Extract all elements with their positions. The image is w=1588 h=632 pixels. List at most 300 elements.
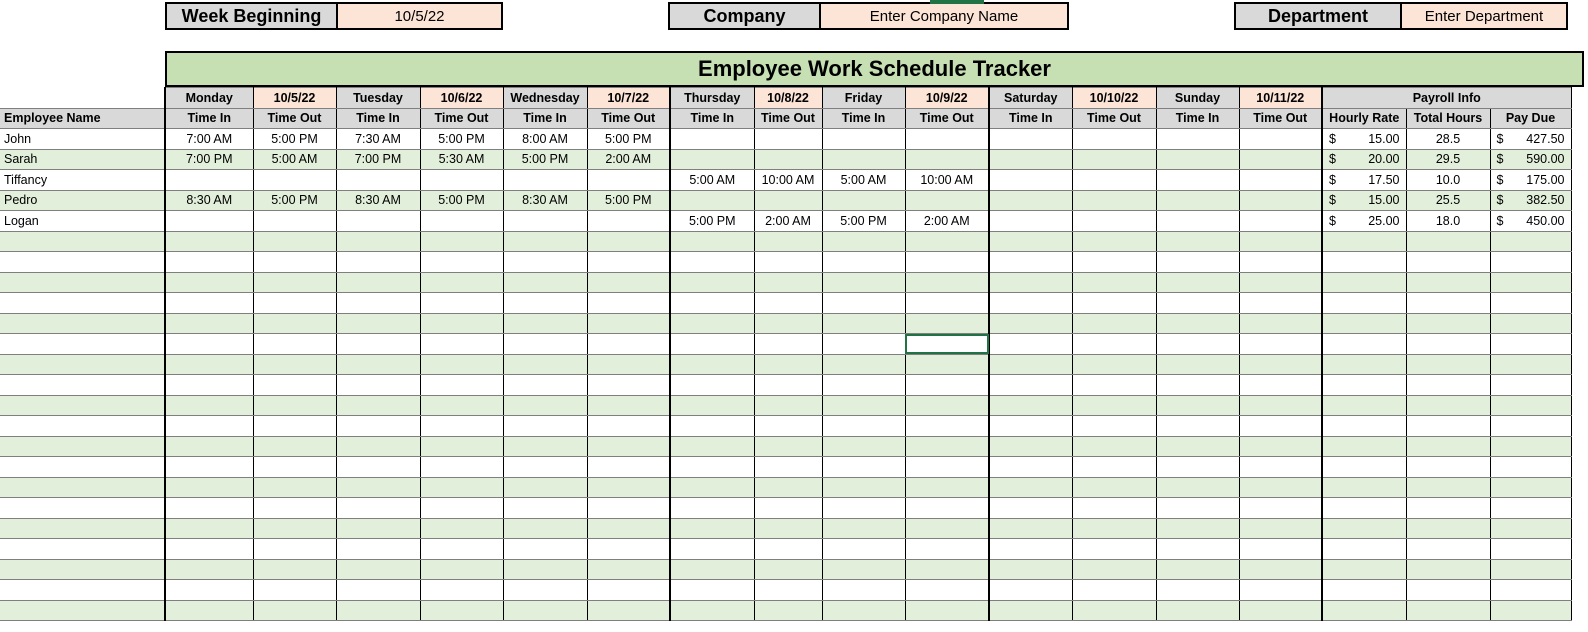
time-out-cell[interactable] — [1239, 600, 1322, 621]
time-in-cell[interactable] — [165, 231, 253, 252]
time-in-cell[interactable] — [822, 498, 905, 519]
pay-due-cell[interactable] — [1490, 354, 1571, 375]
time-out-cell[interactable] — [420, 293, 503, 314]
time-out-cell[interactable] — [253, 375, 336, 396]
time-in-cell[interactable] — [670, 149, 754, 170]
time-in-cell[interactable] — [165, 272, 253, 293]
time-in-cell[interactable] — [165, 559, 253, 580]
time-in-cell[interactable] — [822, 395, 905, 416]
time-out-cell[interactable] — [1072, 580, 1156, 601]
employee-name-cell[interactable]: John — [0, 129, 165, 150]
time-in-cell[interactable] — [670, 293, 754, 314]
time-out-cell[interactable] — [587, 580, 670, 601]
time-out-cell[interactable] — [420, 354, 503, 375]
time-in-cell[interactable] — [1156, 518, 1239, 539]
time-in-cell[interactable] — [670, 600, 754, 621]
time-out-cell[interactable] — [1072, 375, 1156, 396]
time-out-cell[interactable] — [1072, 395, 1156, 416]
time-in-cell[interactable] — [503, 395, 587, 416]
time-out-cell[interactable]: 10:00 AM — [754, 170, 822, 191]
time-out-cell[interactable] — [905, 129, 989, 150]
time-out-cell[interactable] — [587, 436, 670, 457]
pay-due-cell[interactable] — [1490, 293, 1571, 314]
time-in-cell[interactable] — [670, 539, 754, 560]
time-in-cell[interactable] — [165, 334, 253, 355]
hourly-rate-cell[interactable] — [1322, 334, 1406, 355]
pay-due-cell[interactable] — [1490, 252, 1571, 273]
time-out-cell[interactable] — [754, 600, 822, 621]
time-out-cell[interactable] — [1239, 518, 1322, 539]
time-in-cell[interactable] — [822, 457, 905, 478]
time-in-cell[interactable] — [989, 272, 1072, 293]
time-in-cell[interactable] — [670, 313, 754, 334]
time-out-cell[interactable] — [587, 272, 670, 293]
total-hours-cell[interactable] — [1406, 580, 1490, 601]
time-in-cell[interactable]: 7:00 PM — [336, 149, 420, 170]
total-hours-cell[interactable] — [1406, 436, 1490, 457]
pay-due-cell[interactable] — [1490, 149, 1571, 170]
total-hours-cell[interactable] — [1406, 395, 1490, 416]
time-in-cell[interactable] — [822, 313, 905, 334]
time-in-cell[interactable]: 7:00 PM — [165, 149, 253, 170]
pay-due-cell[interactable] — [1490, 334, 1571, 355]
time-in-cell[interactable] — [822, 375, 905, 396]
time-out-cell[interactable] — [587, 170, 670, 191]
time-in-cell[interactable] — [822, 149, 905, 170]
time-in-cell[interactable] — [989, 149, 1072, 170]
time-out-cell[interactable] — [587, 293, 670, 314]
hourly-rate-cell[interactable] — [1322, 539, 1406, 560]
time-out-cell[interactable] — [253, 231, 336, 252]
time-in-cell[interactable] — [336, 600, 420, 621]
hourly-rate-cell[interactable] — [1322, 580, 1406, 601]
time-in-cell[interactable] — [1156, 498, 1239, 519]
time-out-cell[interactable] — [1072, 293, 1156, 314]
time-out-cell[interactable] — [253, 334, 336, 355]
time-in-cell[interactable] — [822, 559, 905, 580]
time-out-cell[interactable] — [1239, 334, 1322, 355]
time-in-cell[interactable] — [989, 395, 1072, 416]
total-hours-cell[interactable]: 29.5 — [1406, 149, 1490, 170]
time-in-cell[interactable] — [336, 170, 420, 191]
time-out-cell[interactable] — [1072, 272, 1156, 293]
time-out-cell[interactable] — [587, 416, 670, 437]
time-out-cell[interactable]: 5:00 PM — [587, 129, 670, 150]
pay-due-cell[interactable] — [1490, 518, 1571, 539]
time-in-cell[interactable] — [336, 272, 420, 293]
time-in-cell[interactable] — [989, 231, 1072, 252]
time-out-cell[interactable] — [1072, 190, 1156, 211]
time-out-cell[interactable] — [754, 375, 822, 396]
time-out-cell[interactable] — [905, 395, 989, 416]
time-out-cell[interactable] — [1239, 190, 1322, 211]
time-in-cell[interactable] — [989, 129, 1072, 150]
time-in-cell[interactable] — [336, 354, 420, 375]
time-in-cell[interactable] — [670, 498, 754, 519]
time-out-cell[interactable] — [1072, 211, 1156, 232]
time-in-cell[interactable] — [1156, 375, 1239, 396]
total-hours-cell[interactable] — [1406, 293, 1490, 314]
time-in-cell[interactable] — [1156, 129, 1239, 150]
time-out-cell[interactable] — [1239, 293, 1322, 314]
time-in-cell[interactable] — [1156, 313, 1239, 334]
time-in-cell[interactable] — [336, 395, 420, 416]
time-in-cell[interactable] — [989, 211, 1072, 232]
time-out-cell[interactable] — [1239, 580, 1322, 601]
time-out-cell[interactable] — [1072, 416, 1156, 437]
total-hours-cell[interactable] — [1406, 518, 1490, 539]
time-in-cell[interactable] — [503, 457, 587, 478]
time-in-cell[interactable] — [822, 129, 905, 150]
time-out-cell[interactable] — [420, 518, 503, 539]
time-out-cell[interactable] — [1072, 252, 1156, 273]
time-out-cell[interactable] — [420, 272, 503, 293]
time-in-cell[interactable] — [165, 498, 253, 519]
time-in-cell[interactable] — [336, 416, 420, 437]
total-hours-cell[interactable] — [1406, 375, 1490, 396]
time-in-cell[interactable]: 8:00 AM — [503, 129, 587, 150]
time-out-cell[interactable] — [754, 457, 822, 478]
time-out-cell[interactable] — [1072, 477, 1156, 498]
time-in-cell[interactable] — [165, 600, 253, 621]
employee-name-cell[interactable] — [0, 395, 165, 416]
time-in-cell[interactable] — [822, 436, 905, 457]
total-hours-cell[interactable]: 25.5 — [1406, 190, 1490, 211]
time-out-cell[interactable] — [420, 416, 503, 437]
time-out-cell[interactable] — [253, 313, 336, 334]
total-hours-cell[interactable] — [1406, 559, 1490, 580]
total-hours-cell[interactable] — [1406, 354, 1490, 375]
department-value[interactable]: Enter Department — [1402, 2, 1568, 30]
time-in-cell[interactable] — [670, 129, 754, 150]
time-out-cell[interactable] — [905, 354, 989, 375]
time-out-cell[interactable] — [420, 334, 503, 355]
time-out-cell[interactable] — [253, 477, 336, 498]
time-out-cell[interactable] — [1239, 272, 1322, 293]
pay-due-cell[interactable] — [1490, 477, 1571, 498]
time-in-cell[interactable] — [1156, 457, 1239, 478]
pay-due-cell[interactable] — [1490, 272, 1571, 293]
time-in-cell[interactable] — [503, 600, 587, 621]
time-out-cell[interactable] — [754, 498, 822, 519]
time-out-cell[interactable] — [587, 498, 670, 519]
employee-name-cell[interactable] — [0, 539, 165, 560]
employee-name-cell[interactable] — [0, 559, 165, 580]
time-out-cell[interactable] — [587, 354, 670, 375]
time-out-cell[interactable]: 5:30 AM — [420, 149, 503, 170]
time-in-cell[interactable] — [822, 272, 905, 293]
time-in-cell[interactable] — [336, 293, 420, 314]
time-out-cell[interactable] — [587, 518, 670, 539]
time-in-cell[interactable] — [503, 436, 587, 457]
pay-due-cell[interactable] — [1490, 539, 1571, 560]
time-out-cell[interactable]: 2:00 AM — [905, 211, 989, 232]
time-in-cell[interactable] — [822, 190, 905, 211]
pay-due-cell[interactable] — [1490, 457, 1571, 478]
time-out-cell[interactable] — [253, 580, 336, 601]
time-out-cell[interactable] — [1239, 149, 1322, 170]
time-out-cell[interactable]: 5:00 PM — [253, 190, 336, 211]
time-in-cell[interactable] — [336, 477, 420, 498]
time-in-cell[interactable] — [336, 559, 420, 580]
time-in-cell[interactable] — [670, 395, 754, 416]
total-hours-cell[interactable] — [1406, 457, 1490, 478]
time-in-cell[interactable] — [503, 272, 587, 293]
time-out-cell[interactable] — [1239, 354, 1322, 375]
time-out-cell[interactable] — [587, 334, 670, 355]
employee-name-cell[interactable] — [0, 518, 165, 539]
employee-name-cell[interactable] — [0, 498, 165, 519]
time-out-cell[interactable] — [1239, 498, 1322, 519]
time-out-cell[interactable] — [905, 580, 989, 601]
time-in-cell[interactable] — [989, 457, 1072, 478]
employee-name-cell[interactable] — [0, 231, 165, 252]
time-in-cell[interactable] — [503, 354, 587, 375]
time-out-cell[interactable] — [253, 293, 336, 314]
time-out-cell[interactable] — [420, 477, 503, 498]
employee-name-cell[interactable] — [0, 600, 165, 621]
time-out-cell[interactable] — [1239, 457, 1322, 478]
time-in-cell[interactable] — [822, 293, 905, 314]
total-hours-cell[interactable] — [1406, 231, 1490, 252]
time-in-cell[interactable] — [165, 457, 253, 478]
time-in-cell[interactable] — [1156, 211, 1239, 232]
employee-name-cell[interactable] — [0, 375, 165, 396]
time-out-cell[interactable] — [754, 477, 822, 498]
time-out-cell[interactable] — [905, 231, 989, 252]
hourly-rate-cell[interactable] — [1322, 211, 1406, 232]
pay-due-cell[interactable] — [1490, 231, 1571, 252]
time-in-cell[interactable]: 5:00 AM — [670, 170, 754, 191]
time-in-cell[interactable] — [165, 477, 253, 498]
time-in-cell[interactable] — [670, 375, 754, 396]
time-out-cell[interactable]: 2:00 AM — [587, 149, 670, 170]
time-in-cell[interactable] — [822, 477, 905, 498]
hourly-rate-cell[interactable] — [1322, 436, 1406, 457]
time-out-cell[interactable] — [905, 313, 989, 334]
time-out-cell[interactable]: 5:00 PM — [587, 190, 670, 211]
time-in-cell[interactable] — [336, 457, 420, 478]
time-out-cell[interactable] — [253, 211, 336, 232]
time-out-cell[interactable] — [1072, 149, 1156, 170]
time-out-cell[interactable]: 5:00 PM — [253, 129, 336, 150]
time-in-cell[interactable] — [1156, 580, 1239, 601]
hourly-rate-cell[interactable] — [1322, 149, 1406, 170]
time-in-cell[interactable] — [822, 416, 905, 437]
time-out-cell[interactable] — [420, 395, 503, 416]
time-in-cell[interactable] — [165, 580, 253, 601]
time-out-cell[interactable] — [1072, 518, 1156, 539]
time-in-cell[interactable] — [336, 518, 420, 539]
time-out-cell[interactable] — [905, 190, 989, 211]
time-out-cell[interactable] — [1072, 354, 1156, 375]
pay-due-cell[interactable] — [1490, 129, 1571, 150]
time-out-cell[interactable] — [754, 436, 822, 457]
pay-due-cell[interactable] — [1490, 190, 1571, 211]
total-hours-cell[interactable] — [1406, 416, 1490, 437]
time-out-cell[interactable] — [905, 436, 989, 457]
time-in-cell[interactable] — [336, 211, 420, 232]
time-in-cell[interactable]: 7:30 AM — [336, 129, 420, 150]
time-out-cell[interactable] — [253, 416, 336, 437]
time-out-cell[interactable] — [1072, 334, 1156, 355]
time-out-cell[interactable] — [587, 252, 670, 273]
pay-due-cell[interactable] — [1490, 313, 1571, 334]
time-in-cell[interactable]: 8:30 AM — [165, 190, 253, 211]
time-in-cell[interactable] — [822, 518, 905, 539]
time-in-cell[interactable] — [1156, 272, 1239, 293]
time-out-cell[interactable] — [905, 293, 989, 314]
time-out-cell[interactable] — [1239, 539, 1322, 560]
time-in-cell[interactable] — [336, 231, 420, 252]
day-date-friday[interactable]: 10/9/22 — [905, 88, 989, 109]
time-in-cell[interactable] — [503, 477, 587, 498]
time-out-cell[interactable] — [253, 559, 336, 580]
hourly-rate-cell[interactable] — [1322, 559, 1406, 580]
total-hours-cell[interactable] — [1406, 600, 1490, 621]
hourly-rate-cell[interactable] — [1322, 375, 1406, 396]
time-out-cell[interactable] — [905, 272, 989, 293]
time-out-cell[interactable] — [420, 211, 503, 232]
time-out-cell[interactable] — [754, 354, 822, 375]
time-in-cell[interactable] — [1156, 231, 1239, 252]
time-out-cell[interactable] — [754, 129, 822, 150]
day-date-thursday[interactable]: 10/8/22 — [754, 88, 822, 109]
time-out-cell[interactable] — [1239, 211, 1322, 232]
time-out-cell[interactable] — [754, 334, 822, 355]
time-in-cell[interactable] — [670, 457, 754, 478]
time-in-cell[interactable] — [989, 518, 1072, 539]
time-out-cell[interactable] — [420, 375, 503, 396]
hourly-rate-cell[interactable] — [1322, 170, 1406, 191]
total-hours-cell[interactable]: 10.0 — [1406, 170, 1490, 191]
time-out-cell[interactable] — [754, 252, 822, 273]
time-in-cell[interactable]: 7:00 AM — [165, 129, 253, 150]
time-out-cell[interactable] — [587, 539, 670, 560]
time-out-cell[interactable] — [420, 457, 503, 478]
time-out-cell[interactable] — [253, 395, 336, 416]
time-in-cell[interactable] — [989, 539, 1072, 560]
time-out-cell[interactable]: 2:00 AM — [754, 211, 822, 232]
time-in-cell[interactable] — [989, 375, 1072, 396]
time-in-cell[interactable] — [989, 436, 1072, 457]
hourly-rate-cell[interactable] — [1322, 252, 1406, 273]
time-in-cell[interactable] — [1156, 149, 1239, 170]
employee-name-cell[interactable] — [0, 293, 165, 314]
employee-name-cell[interactable] — [0, 436, 165, 457]
time-out-cell[interactable] — [253, 498, 336, 519]
time-out-cell[interactable]: 5:00 AM — [253, 149, 336, 170]
time-out-cell[interactable] — [1239, 129, 1322, 150]
time-in-cell[interactable] — [670, 190, 754, 211]
hourly-rate-cell[interactable] — [1322, 354, 1406, 375]
time-out-cell[interactable] — [754, 580, 822, 601]
hourly-rate-cell[interactable] — [1322, 129, 1406, 150]
time-in-cell[interactable] — [503, 539, 587, 560]
time-out-cell[interactable] — [1239, 559, 1322, 580]
time-in-cell[interactable]: 5:00 PM — [503, 149, 587, 170]
time-in-cell[interactable] — [989, 477, 1072, 498]
time-out-cell[interactable] — [905, 600, 989, 621]
pay-due-cell[interactable] — [1490, 559, 1571, 580]
time-in-cell[interactable] — [670, 272, 754, 293]
time-out-cell[interactable] — [754, 313, 822, 334]
time-in-cell[interactable]: 5:00 PM — [670, 211, 754, 232]
time-in-cell[interactable] — [989, 313, 1072, 334]
time-out-cell[interactable] — [1072, 313, 1156, 334]
time-out-cell[interactable] — [420, 252, 503, 273]
day-date-tuesday[interactable]: 10/6/22 — [420, 88, 503, 109]
time-out-cell[interactable] — [754, 559, 822, 580]
total-hours-cell[interactable] — [1406, 539, 1490, 560]
time-in-cell[interactable] — [165, 518, 253, 539]
time-out-cell[interactable] — [420, 580, 503, 601]
time-in-cell[interactable] — [503, 580, 587, 601]
time-out-cell[interactable] — [754, 293, 822, 314]
time-out-cell[interactable] — [420, 539, 503, 560]
employee-name-cell[interactable]: Pedro — [0, 190, 165, 211]
employee-name-cell[interactable] — [0, 457, 165, 478]
day-date-saturday[interactable]: 10/10/22 — [1072, 88, 1156, 109]
time-in-cell[interactable] — [670, 518, 754, 539]
time-in-cell[interactable] — [503, 559, 587, 580]
time-in-cell[interactable] — [1156, 436, 1239, 457]
employee-name-cell[interactable] — [0, 477, 165, 498]
time-out-cell[interactable] — [420, 313, 503, 334]
day-date-sunday[interactable]: 10/11/22 — [1239, 88, 1322, 109]
time-in-cell[interactable] — [336, 436, 420, 457]
time-out-cell[interactable] — [1072, 231, 1156, 252]
total-hours-cell[interactable]: 18.0 — [1406, 211, 1490, 232]
time-in-cell[interactable] — [822, 580, 905, 601]
time-in-cell[interactable] — [503, 313, 587, 334]
time-out-cell[interactable] — [253, 457, 336, 478]
employee-name-cell[interactable] — [0, 334, 165, 355]
time-in-cell[interactable] — [670, 252, 754, 273]
time-in-cell[interactable] — [989, 293, 1072, 314]
employee-name-cell[interactable] — [0, 580, 165, 601]
time-out-cell[interactable] — [754, 190, 822, 211]
time-out-cell[interactable] — [1239, 436, 1322, 457]
pay-due-cell[interactable] — [1490, 395, 1571, 416]
time-in-cell[interactable] — [822, 354, 905, 375]
time-in-cell[interactable] — [165, 211, 253, 232]
time-in-cell[interactable] — [1156, 293, 1239, 314]
time-in-cell[interactable] — [989, 580, 1072, 601]
employee-name-cell[interactable] — [0, 354, 165, 375]
time-out-cell[interactable] — [253, 272, 336, 293]
time-out-cell[interactable] — [1239, 395, 1322, 416]
time-in-cell[interactable] — [503, 252, 587, 273]
time-in-cell[interactable]: 5:00 PM — [822, 211, 905, 232]
time-out-cell[interactable] — [420, 498, 503, 519]
time-in-cell[interactable] — [503, 211, 587, 232]
time-out-cell[interactable]: 5:00 PM — [420, 129, 503, 150]
employee-name-cell[interactable]: Sarah — [0, 149, 165, 170]
time-out-cell[interactable] — [253, 518, 336, 539]
employee-name-cell[interactable] — [0, 252, 165, 273]
time-in-cell[interactable] — [165, 354, 253, 375]
total-hours-cell[interactable] — [1406, 334, 1490, 355]
total-hours-cell[interactable] — [1406, 498, 1490, 519]
time-in-cell[interactable] — [989, 600, 1072, 621]
time-out-cell[interactable] — [754, 539, 822, 560]
day-date-monday[interactable]: 10/5/22 — [253, 88, 336, 109]
time-out-cell[interactable] — [754, 395, 822, 416]
employee-name-cell[interactable] — [0, 416, 165, 437]
time-out-cell[interactable] — [1072, 170, 1156, 191]
time-in-cell[interactable]: 8:30 AM — [336, 190, 420, 211]
